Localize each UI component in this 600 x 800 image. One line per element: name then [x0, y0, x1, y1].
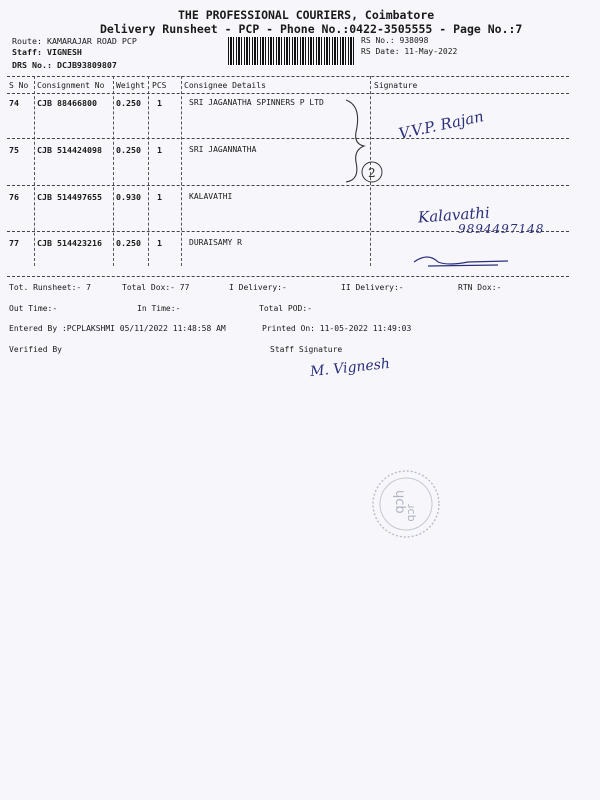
- row-consignee: SRI JAGANATHA SPINNERS P LTD: [189, 98, 324, 107]
- total-pod: Total POD:-: [259, 304, 312, 313]
- i-delivery: I Delivery:-: [229, 283, 287, 292]
- rs-number: RS No.: 938098: [361, 36, 429, 45]
- col-header-signature: Signature: [374, 81, 418, 90]
- col-header-weight: Weight: [116, 81, 145, 90]
- circled-number: [360, 160, 384, 184]
- row-weight: 0.250: [116, 145, 141, 155]
- row-weight: 0.250: [116, 98, 141, 108]
- circled-number-text: 2: [368, 166, 376, 180]
- printed-on: Printed On: 11-05-2022 11:49:03: [262, 324, 412, 333]
- runsheet-subtitle: Delivery Runsheet - PCP - Phone No.:0422-3505555 - Page No.:7: [100, 22, 523, 36]
- verified-by: Verified By: [9, 345, 62, 354]
- signature-77: [408, 250, 518, 270]
- row-consignee: DURAISAMY R: [189, 238, 242, 247]
- row-consignee: SRI JAGANNATHA: [189, 145, 257, 154]
- row-pcs: 1: [157, 145, 162, 155]
- staff-signature: M. Vignesh: [309, 355, 391, 381]
- stamp-text: ɥcb: [392, 490, 407, 514]
- row-sno: 77: [9, 238, 19, 248]
- table-bottom-rule: [7, 276, 569, 277]
- col-divider: [181, 76, 182, 266]
- rs-date: RS Date: 11-May-2022: [361, 47, 458, 56]
- barcode: [228, 37, 356, 65]
- company-name: THE PROFESSIONAL COURIERS, Coimbatore: [178, 8, 435, 22]
- signature-74: V.V.P. Rajan: [397, 107, 486, 143]
- table-header-rule: [7, 93, 569, 94]
- row-consignee: KALAVATHI: [189, 192, 233, 201]
- col-divider: [113, 76, 114, 266]
- row-weight: 0.930: [116, 192, 141, 202]
- col-header-consignment: Consignment No: [37, 81, 105, 90]
- staff-label: Staff: VIGNESH: [12, 47, 82, 57]
- stamp-seal: [370, 468, 442, 540]
- row-consignment: CJB 514423216: [37, 238, 102, 248]
- row-consignment: CJB 514497655: [37, 192, 102, 202]
- row-separator: [7, 138, 569, 139]
- row-pcs: 1: [157, 192, 162, 202]
- signature-76: Kalavathi: [417, 203, 491, 227]
- entered-by: Entered By :PCPLAKSHMI 05/11/2022 11:48:58 AM: [9, 324, 226, 333]
- row-sno: 75: [9, 145, 19, 155]
- row-sno: 76: [9, 192, 19, 202]
- row-pcs: 1: [157, 98, 162, 108]
- row-separator: [7, 185, 569, 186]
- drs-label: DRS No.: DCJB93809807: [12, 60, 117, 70]
- staff-signature-label: Staff Signature: [270, 345, 343, 354]
- col-divider: [148, 76, 149, 266]
- in-time: In Time:-: [137, 304, 181, 313]
- col-header-sno: S No: [9, 81, 29, 90]
- ii-delivery: II Delivery:-: [341, 283, 404, 292]
- row-weight: 0.250: [116, 238, 141, 248]
- row-consignment: CJB 88466800: [37, 98, 97, 108]
- rtn-dox: RTN Dox:-: [458, 283, 502, 292]
- route-label: Route: KAMARAJAR ROAD PCP: [12, 36, 137, 46]
- row-consignment: CJB 514424098: [37, 145, 102, 155]
- table-top-rule: [7, 76, 569, 77]
- out-time: Out Time:-: [9, 304, 58, 313]
- col-header-consignee: Consignee Details: [184, 81, 266, 90]
- total-runsheet: Tot. Runsheet:- 7: [9, 283, 91, 292]
- stamp-text-2: ɹcb: [405, 504, 418, 522]
- col-divider: [34, 76, 35, 266]
- phone-76: 9894497148: [458, 222, 545, 236]
- row-pcs: 1: [157, 238, 162, 248]
- col-header-pcs: PCS: [152, 81, 167, 90]
- total-dox: Total Dox:- 77: [122, 283, 190, 292]
- row-sno: 74: [9, 98, 19, 108]
